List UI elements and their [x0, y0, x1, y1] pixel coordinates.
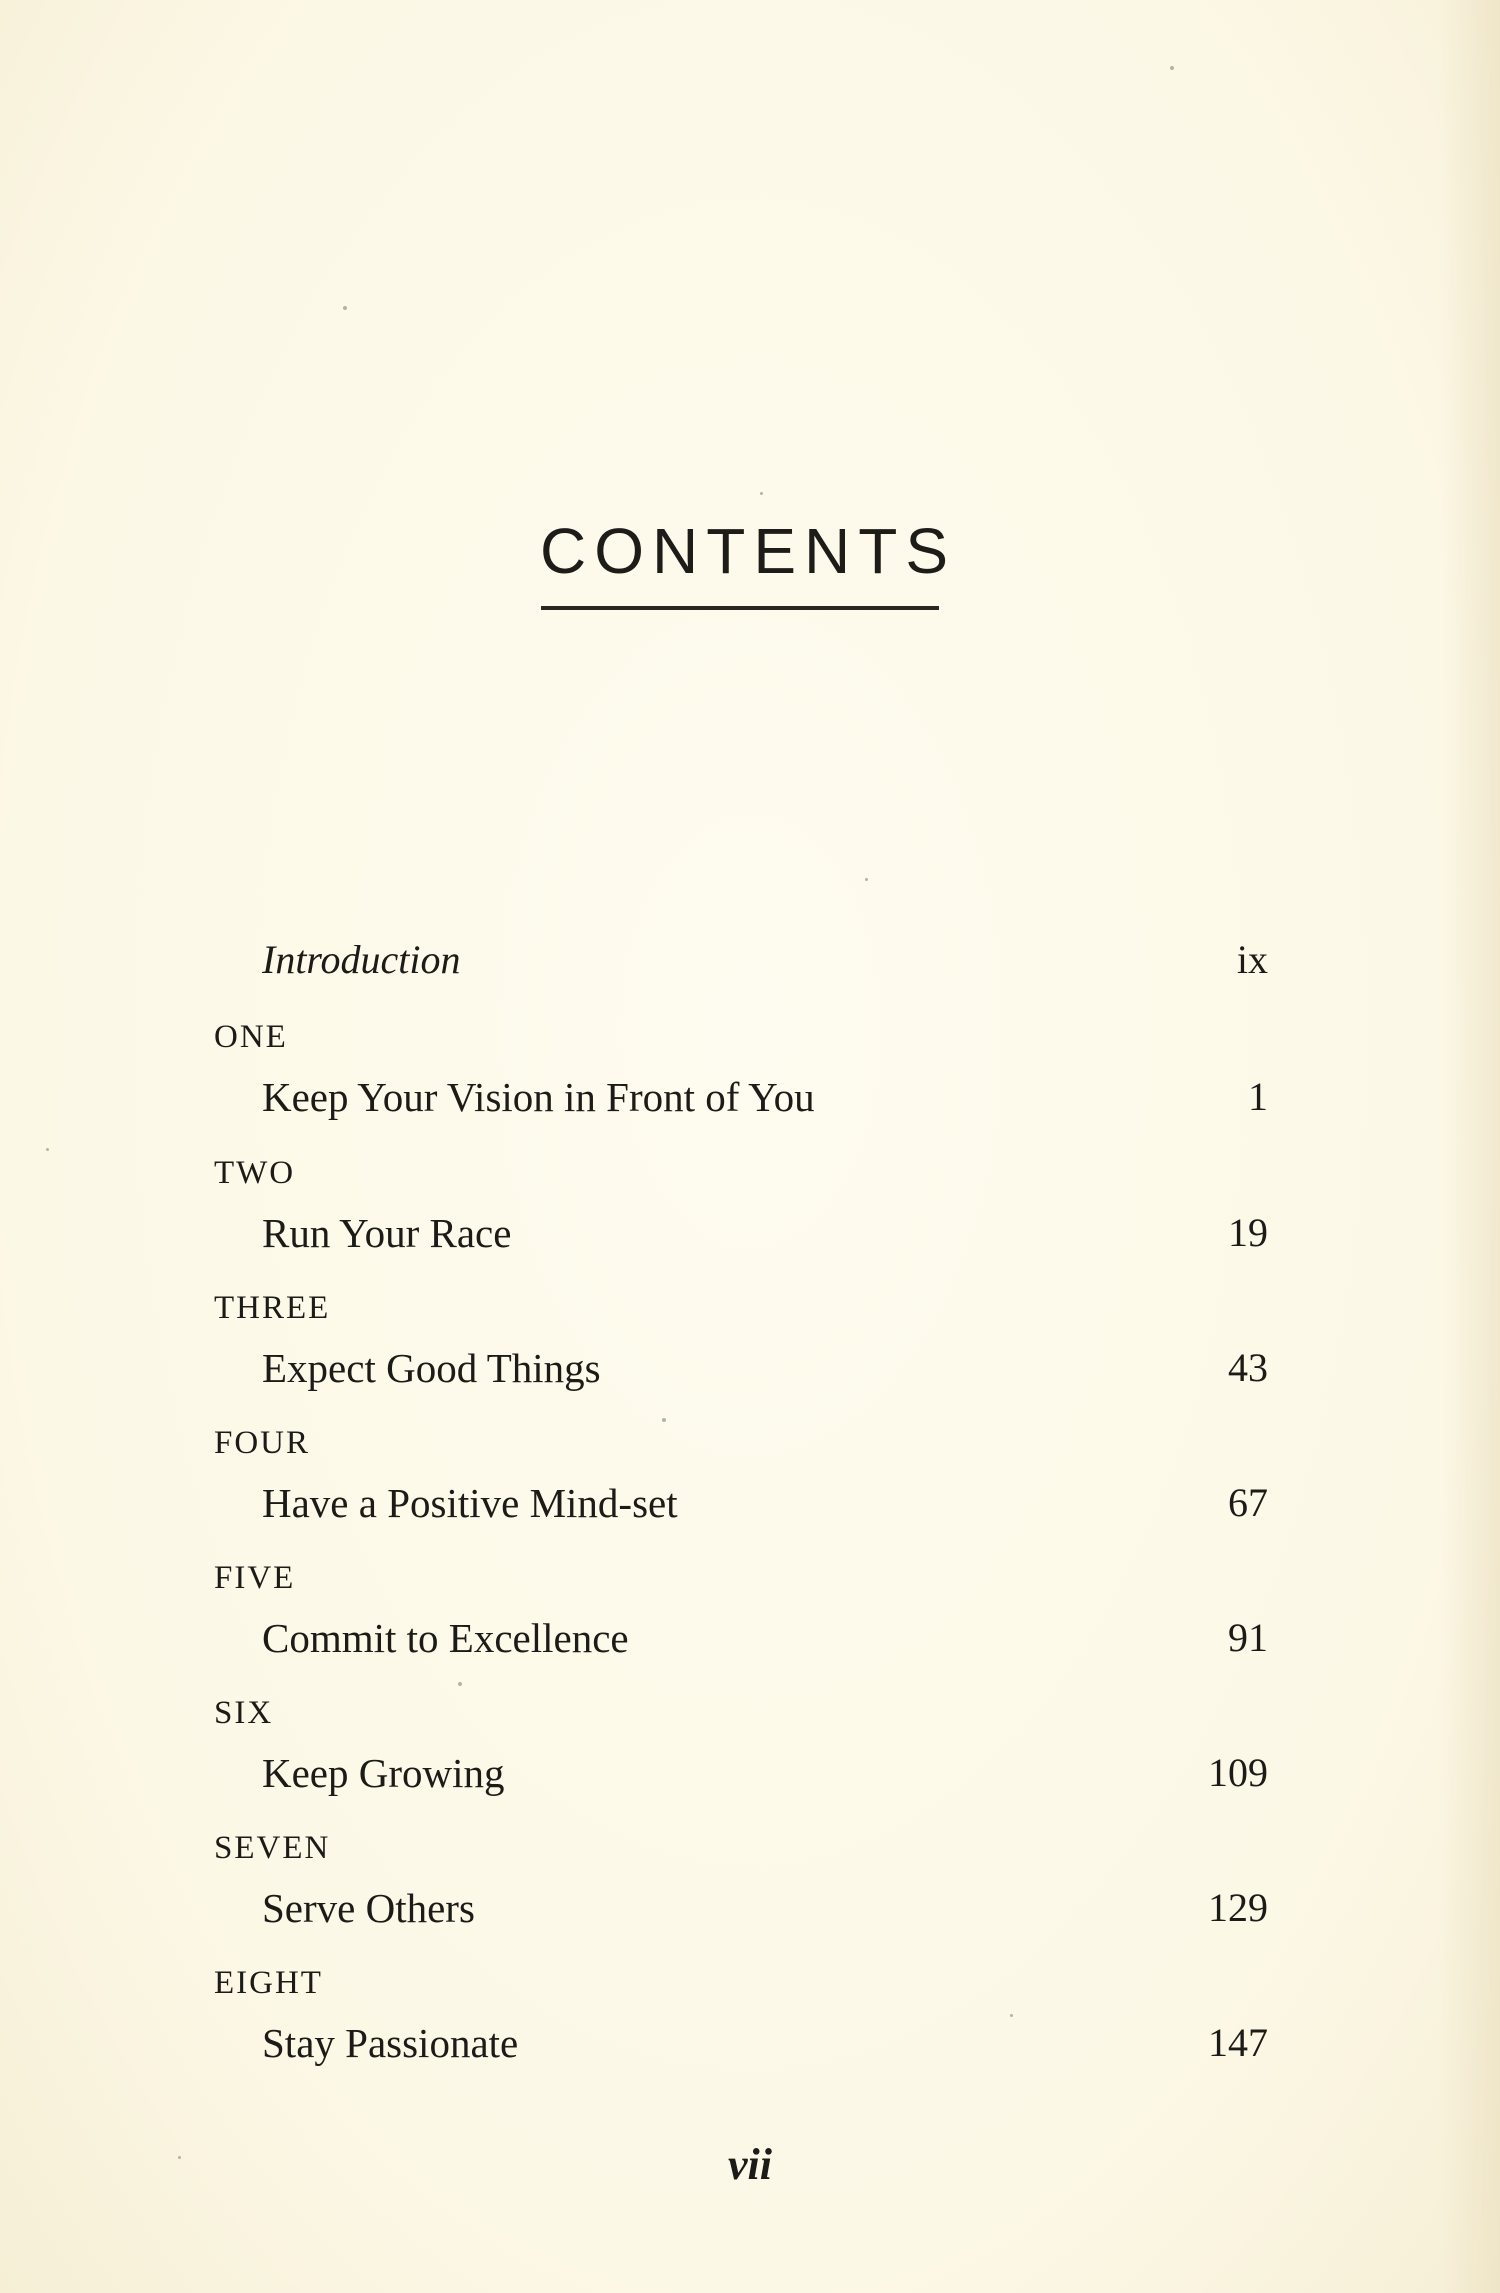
chapter-title-three: Expect Good Things	[262, 1345, 601, 1391]
paper-speck	[662, 1418, 666, 1422]
chapter-title-five: Commit to Excellence	[262, 1615, 629, 1661]
chapter-page-two: 19	[1228, 1210, 1268, 1255]
chapter-title-one: Keep Your Vision in Front of You	[262, 1074, 815, 1120]
page-number: vii	[728, 2140, 772, 2189]
page-title: CONTENTS	[540, 515, 956, 587]
paper-speck	[865, 878, 868, 881]
chapter-title-eight: Stay Passionate	[262, 2020, 519, 2066]
toc-introduction-title: Introduction	[262, 937, 461, 982]
chapter-label-seven: SEVEN	[214, 1830, 331, 1866]
paper-speck	[458, 1682, 462, 1686]
chapter-label-eight: EIGHT	[214, 1965, 323, 2001]
chapter-label-four: FOUR	[214, 1425, 311, 1461]
chapter-label-three: THREE	[214, 1290, 331, 1326]
chapter-page-four: 67	[1228, 1480, 1268, 1525]
chapter-page-eight: 147	[1208, 2020, 1268, 2065]
paper-speck	[1170, 66, 1174, 70]
chapter-page-one: 1	[1248, 1074, 1268, 1119]
paper-speck	[1010, 2014, 1013, 2017]
chapter-title-two: Run Your Race	[262, 1210, 512, 1256]
chapter-title-seven: Serve Others	[262, 1885, 475, 1931]
chapter-page-five: 91	[1228, 1615, 1268, 1660]
chapter-label-five: FIVE	[214, 1560, 296, 1596]
paper-speck	[178, 2156, 181, 2159]
chapter-page-six: 109	[1208, 1750, 1268, 1795]
chapter-label-six: SIX	[214, 1695, 274, 1731]
chapter-title-six: Keep Growing	[262, 1750, 505, 1796]
chapter-label-two: TWO	[214, 1155, 296, 1191]
title-underline	[541, 606, 939, 610]
paper-speck	[46, 1148, 49, 1151]
toc-introduction-page: ix	[1236, 937, 1268, 982]
paper-speck	[760, 492, 763, 495]
page-edge-shade	[1440, 0, 1500, 2293]
chapter-label-one: ONE	[214, 1019, 288, 1055]
paper-speck	[343, 306, 347, 310]
chapter-page-seven: 129	[1208, 1885, 1268, 1930]
chapter-title-four: Have a Positive Mind-set	[262, 1480, 678, 1526]
chapter-page-three: 43	[1228, 1345, 1268, 1390]
